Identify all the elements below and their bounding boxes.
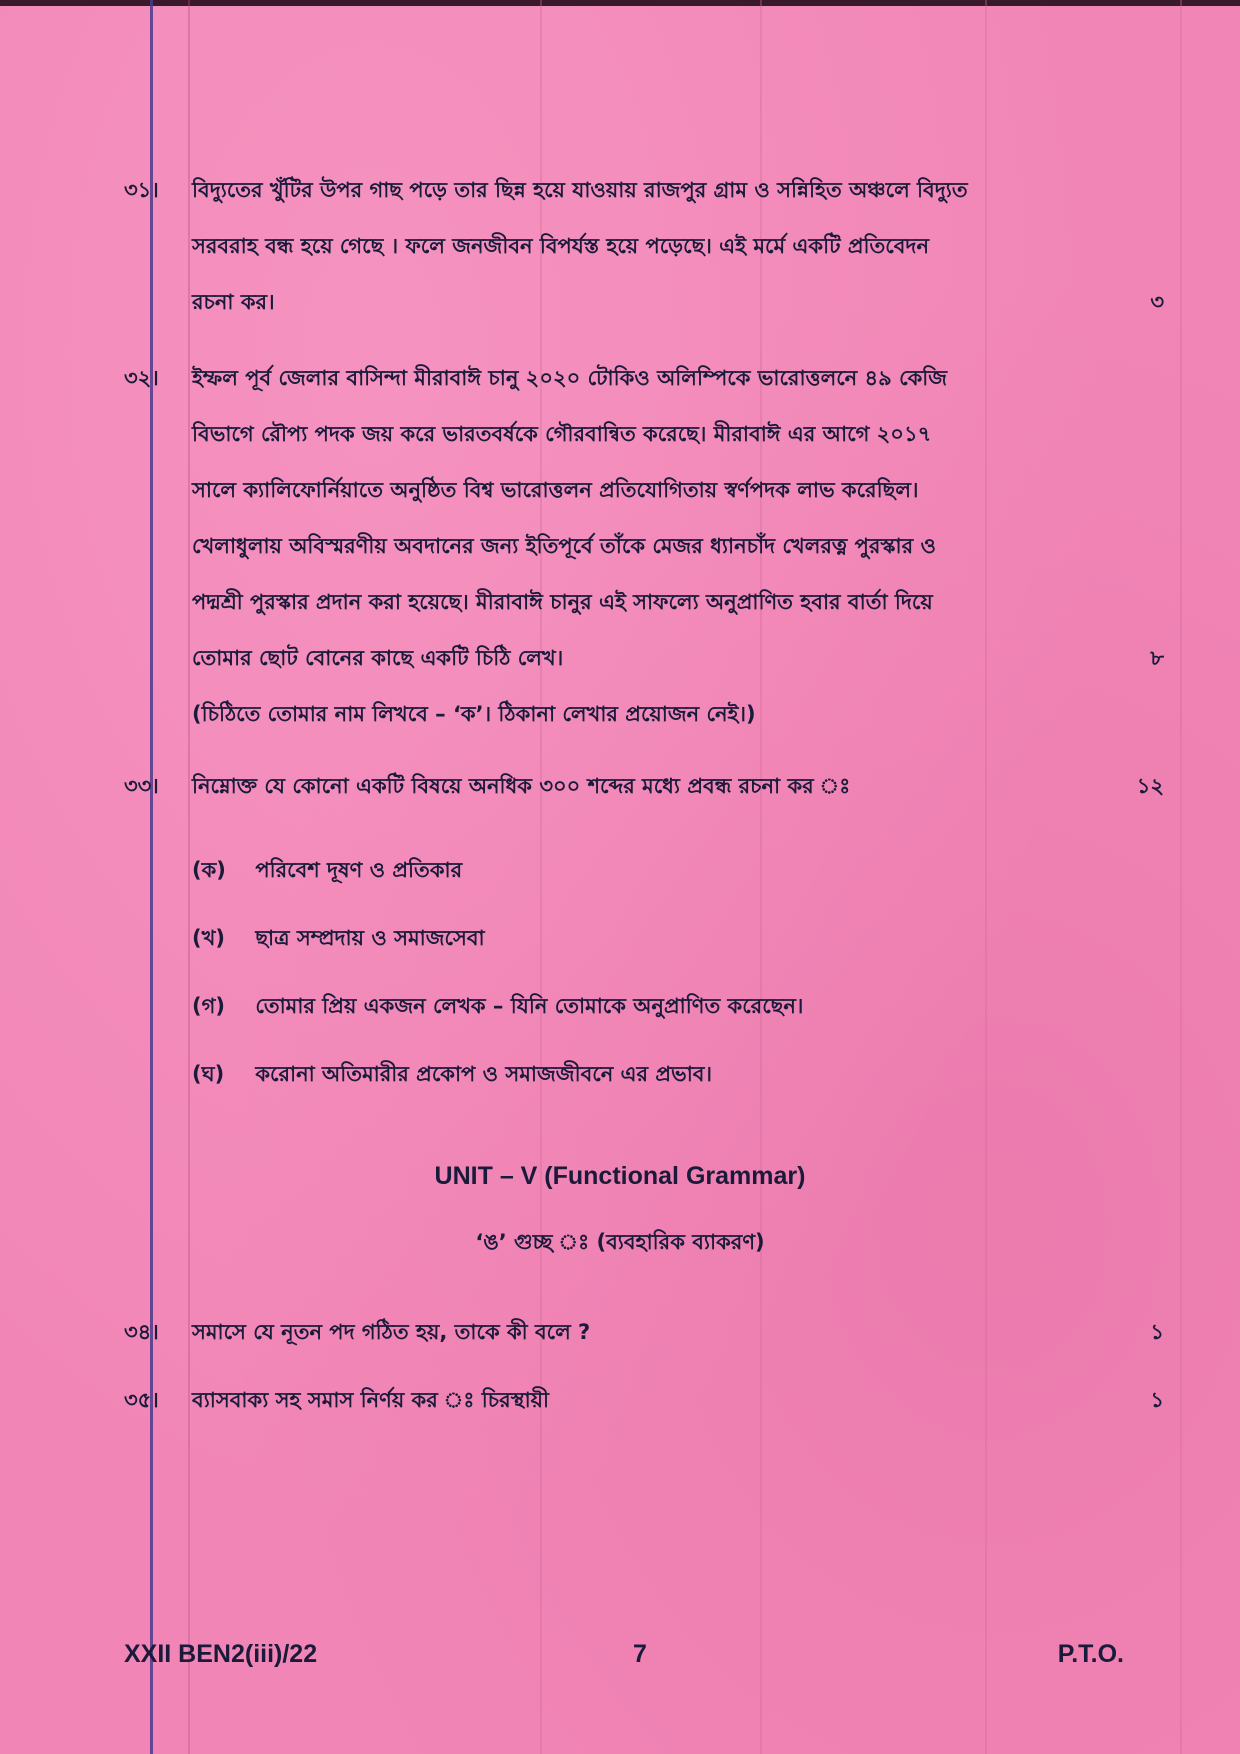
question-text <box>192 1372 1154 1428</box>
marks: ৩ <box>1150 290 1164 314</box>
option-label: (খ) <box>192 926 225 950</box>
question-line: সরবরাহ বন্ধ হয়ে গেছে । ফলে জনজীবন বিপর্যস্ত হয়ে পড়েছে। এই মর্মে একটি প্রতিবেদন <box>192 234 929 258</box>
option-label: (ঘ) <box>192 1062 225 1086</box>
question-number: ৩২। <box>124 366 159 390</box>
question-31 <box>124 162 1164 330</box>
question-33 <box>124 758 1164 814</box>
unit-subheading: ‘ঙ’ গুচ্ছ ঃ (ব্যবহারিক ব্যাকরণ) <box>475 1230 765 1254</box>
marks: ৮ <box>1150 646 1164 670</box>
essay-option <box>192 1054 712 1094</box>
question-35 <box>124 1372 1164 1428</box>
question-line: নিম্নোক্ত যে কোনো একটি বিষয়ে অনধিক ৩০০ শব্দের মধ্যে প্রবন্ধ রচনা কর ঃ <box>192 774 851 798</box>
page-number: 7 <box>633 1640 647 1668</box>
pto-label: P.T.O. <box>1057 1640 1124 1668</box>
essay-option <box>192 918 485 958</box>
question-32 <box>124 350 1164 742</box>
paper-code: XXII BEN2(iii)/22 <box>124 1640 318 1668</box>
question-line: (চিঠিতে তোমার নাম লিখবে – ‘ক’। ঠিকানা লেখার প্রয়োজন নেই।) <box>192 702 756 726</box>
question-line: ইম্ফল পূর্ব জেলার বাসিন্দা মীরাবাঈ চানু ২০২০ টোকিও অলিম্পিকে ভারোত্তলনে ৪৯ কেজি <box>192 366 948 390</box>
question-line: খেলাধুলায় অবিস্মরণীয় অবদানের জন্য ইতিপূর্বে তাঁকে মেজর ধ্যানচাঁদ খেলরত্ন পুরস্কার ও <box>192 534 936 558</box>
marks: ১ <box>1150 1388 1164 1412</box>
question-line: রচনা কর। <box>192 290 275 314</box>
question-number: ৩৩। <box>124 774 159 798</box>
essay-option <box>192 850 462 890</box>
option-text: ছাত্র সম্প্রদায় ও সমাজসেবা <box>255 926 485 950</box>
option-label: (গ) <box>192 994 225 1018</box>
question-line: তোমার ছোট বোনের কাছে একটি চিঠি লেখ। <box>192 646 564 670</box>
marks: ১২ <box>1136 774 1164 798</box>
question-34 <box>124 1304 1164 1360</box>
question-number: ৩৫। <box>124 1388 159 1412</box>
essay-option <box>192 986 803 1026</box>
option-text: করোনা অতিমারীর প্রকোপ ও সমাজজীবনে এর প্রভাব। <box>255 1062 712 1086</box>
unit-heading: UNIT – V (Functional Grammar) <box>434 1162 806 1190</box>
question-number: ৩১। <box>124 178 159 202</box>
question-line: বিদ্যুতের খুঁটির উপর গাছ পড়ে তার ছিন্ন হয়ে যাওয়ায় রাজপুর গ্রাম ও সন্নিহিত অঞ্চলে বিদ্যুত <box>192 178 968 202</box>
question-line: পদ্মশ্রী পুরস্কার প্রদান করা হয়েছে। মীরাবাঈ চানুর এই সাফল্যে অনুপ্রাণিত হবার বার্তা দিয়ে <box>192 590 933 614</box>
marks: ১ <box>1150 1320 1164 1344</box>
question-line: সমাসে যে নূতন পদ গঠিত হয়, তাকে কী বলে ? <box>192 1320 591 1344</box>
option-label: (ক) <box>192 858 226 882</box>
question-number: ৩৪। <box>124 1320 159 1344</box>
question-text <box>192 350 1154 742</box>
option-text: পরিবেশ দূষণ ও প্রতিকার <box>255 858 463 882</box>
question-line: বিভাগে রৌপ্য পদক জয় করে ভারতবর্ষকে গৌরবান্বিত করেছে। মীরাবাঈ এর আগে ২০১৭ <box>192 422 932 446</box>
option-text: তোমার প্রিয় একজন লেখক – যিনি তোমাকে অনুপ্রাণিত করেছেন। <box>255 994 804 1018</box>
question-text <box>192 162 1154 330</box>
question-text <box>192 758 1154 814</box>
question-line: ব্যাসবাক্য সহ সমাস নির্ণয় কর ঃ চিরস্থায়ী <box>192 1388 550 1412</box>
question-line: সালে ক্যালিফোর্নিয়াতে অনুষ্ঠিত বিশ্ব ভারোত্তলন প্রতিযোগিতায় স্বর্ণপদক লাভ করেছিল। <box>192 478 919 502</box>
question-text <box>192 1304 1154 1360</box>
